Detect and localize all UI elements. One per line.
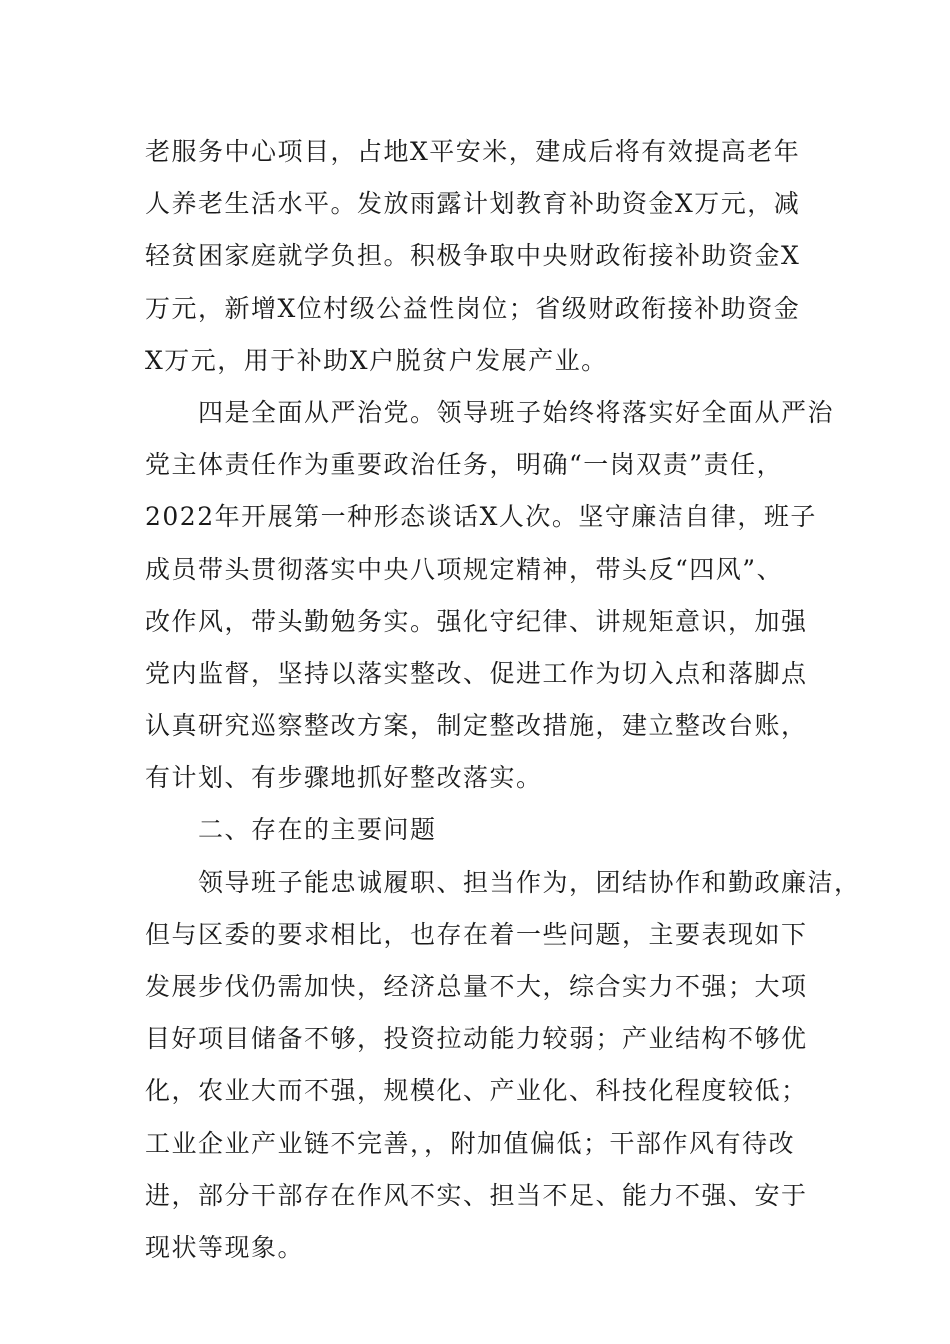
text-line: 人养老生活水平。发放雨露计划教育补助资金X万元，减 xyxy=(145,189,801,219)
text-line: X万元，用于补助X户脱贫户发展产业。 xyxy=(145,345,608,375)
text-line: 但与区委的要求相比，也存在着一些问题，主要表现如下 xyxy=(145,919,808,949)
text-line: 党主体责任作为重要政治任务，明确“一岗双责”责任， xyxy=(145,450,784,480)
document-body xyxy=(145,126,861,1274)
text-line: 发展步伐仍需加快，经济总量不大，综合实力不强；大项 xyxy=(145,972,808,1001)
text-line: 工业企业产业链不完善，，附加值偏低；干部作风有待改 xyxy=(145,1128,796,1158)
text-line: 老服务中心项目，占地X平安米，建成后将有效提高老年 xyxy=(145,137,801,166)
text-line: 有计划、有步骤地抓好整改落实。 xyxy=(145,763,543,793)
text-line: 现状等现象。 xyxy=(145,1232,305,1262)
text-line: 党内监督，坚持以落实整改、促进工作为切入点和落脚点 xyxy=(145,658,808,688)
text-line: 认真研究巡察整改方案，制定整改措施，建立整改台账， xyxy=(145,711,808,741)
text-line: 改作风，带头勤勉务实。强化守纪律、讲规矩意识，加强 xyxy=(145,606,808,636)
text-line: 化，农业大而不强，规模化、产业化、科技化程度较低； xyxy=(145,1076,808,1106)
text-line: 成员带头贯彻落实中央八项规定精神，带头反“四风”、 xyxy=(145,554,784,584)
text-line: 2022年开展第一种形态谈话X人次。坚守廉洁自律，班子 xyxy=(145,502,817,532)
text-line: 进，部分干部存在作风不实、担当不足、能力不强、安于 xyxy=(145,1180,808,1210)
text-line: 目好项目储备不够，投资拉动能力较弱；产业结构不够优 xyxy=(145,1024,808,1054)
paragraph-heading-line: 四是全面从严治党。领导班子始终将落实好全面从严治 xyxy=(145,397,835,427)
text-line: 万元，新增X位村级公益性岗位；省级财政衔接补助资金 xyxy=(145,293,801,323)
text-line: 轻贫困家庭就学负担。积极争取中央财政衔接补助资金X xyxy=(145,241,801,271)
section-heading: 二、存在的主要问题 xyxy=(145,815,437,845)
text-line: 领导班子能忠诚履职、担当作为，团结协作和勤政廉洁， xyxy=(145,867,861,897)
